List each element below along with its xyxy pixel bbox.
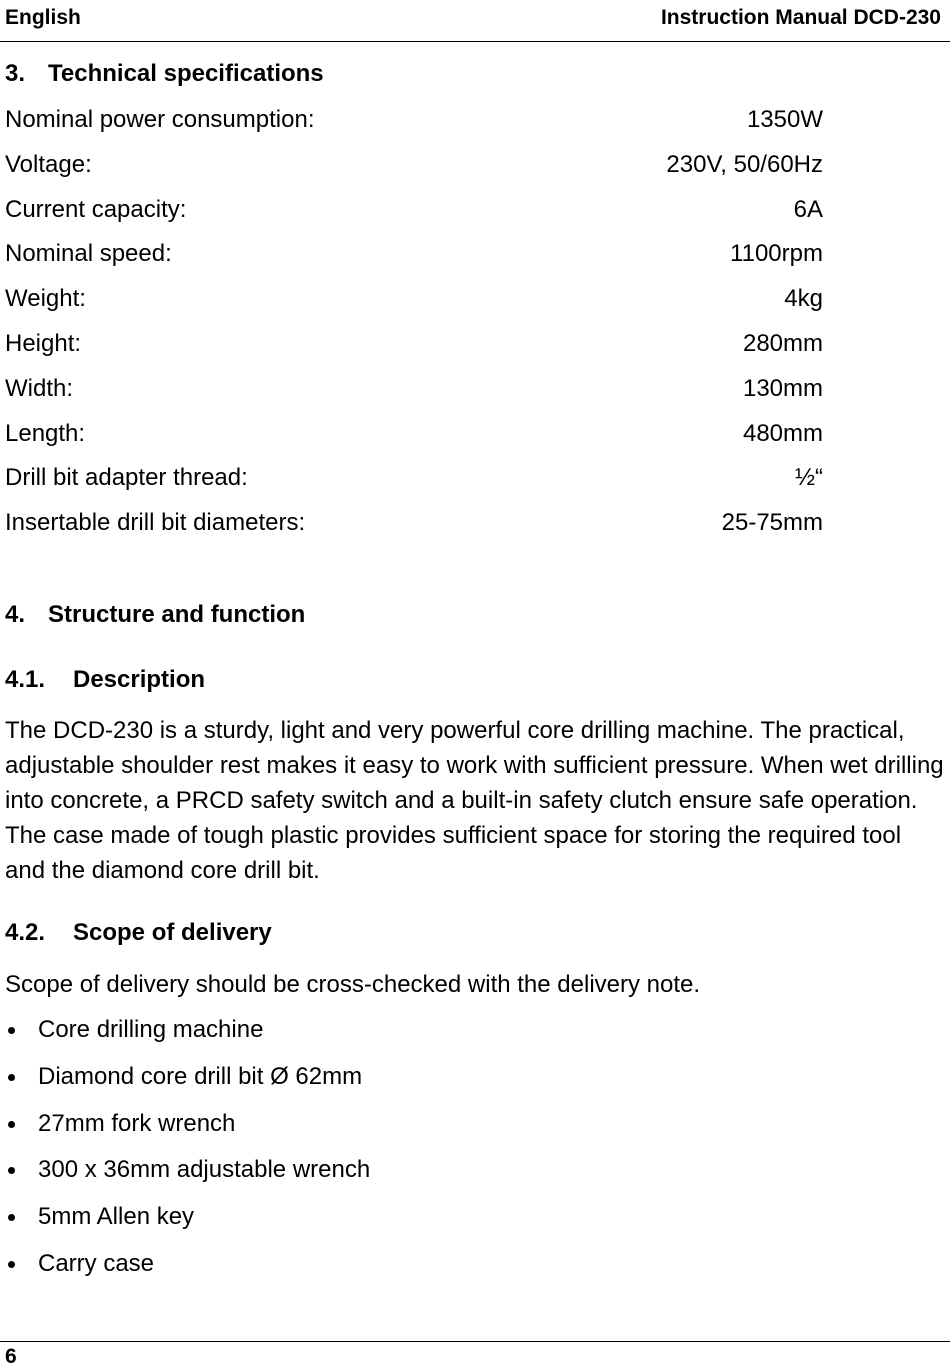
spec-label: Nominal power consumption: [5, 106, 315, 133]
spec-row [5, 420, 823, 465]
spec-row [5, 464, 823, 509]
bullet-icon [8, 1074, 15, 1081]
spec-row [5, 509, 823, 554]
spec-label: Length: [5, 419, 86, 447]
list-item [5, 1247, 370, 1294]
section-3-heading [5, 60, 324, 88]
section-3-title: Technical specifications [48, 60, 324, 87]
section-4-1-title: Description [73, 666, 206, 693]
list-item [5, 1107, 370, 1154]
list-item-text: 5mm Allen key [38, 1203, 195, 1231]
spec-row [5, 375, 823, 420]
spec-value: 230V, 50/60Hz [666, 150, 823, 178]
section-4-1-heading [5, 666, 205, 694]
spec-value: 480mm [742, 419, 823, 447]
spec-label: Current capacity: [5, 195, 187, 223]
delivery-intro: Scope of delivery should be cross-checked with the delivery note. [5, 971, 701, 998]
spec-label: Nominal speed: [5, 240, 172, 268]
spec-value: 6A [793, 195, 823, 223]
header-divider [0, 41, 950, 42]
bullet-icon [8, 1027, 15, 1034]
list-item-text: Core drilling machine [38, 1016, 264, 1043]
page-number: 6 [5, 1345, 17, 1368]
spec-value: 130mm [742, 374, 823, 402]
spec-label: Height: [5, 329, 82, 357]
spec-row [5, 151, 823, 196]
header-manual-title: Instruction Manual DCD-230 [660, 6, 941, 29]
spec-label: Voltage: [5, 150, 92, 178]
list-item-text: Carry case [38, 1249, 155, 1277]
spec-value: 4kg [784, 285, 823, 313]
spec-row [5, 285, 823, 330]
list-item [5, 1200, 370, 1247]
spec-label: Width: [5, 374, 74, 402]
spec-row [5, 106, 823, 151]
section-3-number: 3. [5, 60, 26, 87]
spec-row [5, 240, 823, 285]
bullet-icon [8, 1167, 15, 1174]
page-header [5, 6, 941, 36]
list-item-text: Diamond core drill bit Ø 62mm [38, 1062, 363, 1090]
spec-value: 280mm [742, 329, 823, 357]
list-item [5, 1060, 370, 1107]
list-item-text: 300 x 36mm adjustable wrench [38, 1156, 371, 1184]
bullet-icon [8, 1214, 15, 1221]
spec-table [5, 106, 823, 554]
spec-label: Drill bit adapter thread: [5, 464, 248, 492]
list-item [5, 1153, 370, 1200]
list-item [5, 1013, 370, 1060]
section-4-1-number: 4.1. [5, 666, 46, 693]
delivery-list [5, 1013, 370, 1294]
section-4-2-title: Scope of delivery [73, 919, 272, 946]
spec-value: 1100rpm [730, 240, 823, 268]
spec-label: Weight: [5, 285, 86, 313]
spec-row [5, 196, 823, 241]
spec-value: 25-75mm [721, 509, 823, 537]
spec-value: ½“ [794, 464, 823, 492]
section-4-heading [5, 601, 305, 629]
footer-divider [0, 1341, 950, 1342]
section-4-2-number: 4.2. [5, 919, 46, 946]
list-item-text: 27mm fork wrench [38, 1109, 236, 1137]
bullet-icon [8, 1261, 15, 1268]
description-paragraph: The DCD-230 is a sturdy, light and very powerful core drilling machine. The practical, adjustable shoulder rest makes it easy to work with sufficient pressure. When wet drilling into concrete, a PRCD safety switch and a built-in safety clutch ensure safe operation. The case made of tough plastic provides sufficient space for storing the required tool and the diamond core drill bit. [5, 717, 944, 884]
bullet-icon [8, 1121, 15, 1128]
spec-label: Insertable drill bit diameters: [5, 509, 306, 537]
spec-value: 1350W [746, 106, 823, 133]
section-4-number: 4. [5, 601, 26, 628]
header-language: English [5, 6, 81, 29]
section-4-2-heading [5, 919, 272, 947]
section-4-title: Structure and function [48, 601, 306, 628]
spec-row [5, 330, 823, 375]
